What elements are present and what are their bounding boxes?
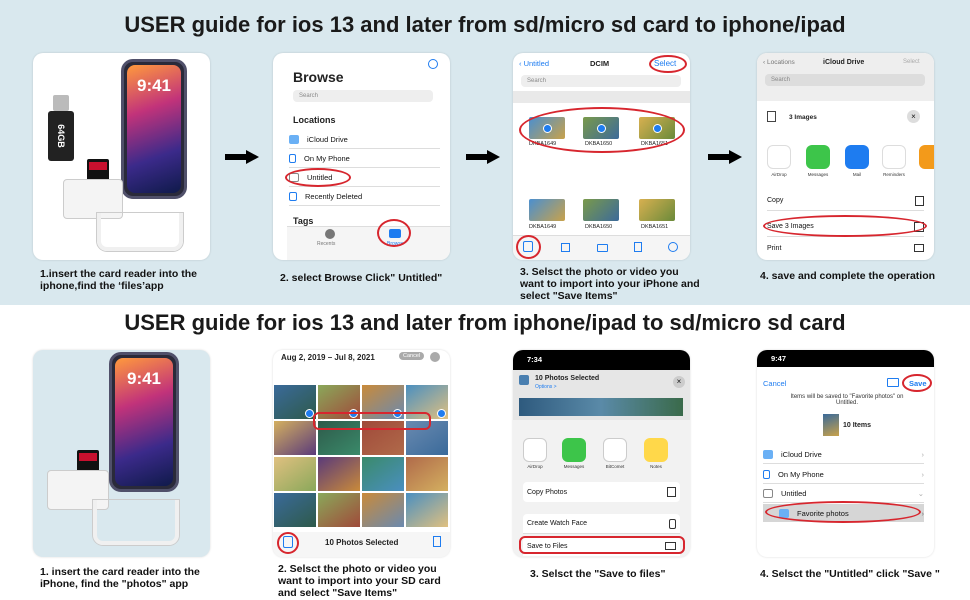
file-name: DKBA1650 [585, 141, 613, 147]
file-name: DKBA1650 [585, 224, 613, 230]
photo-thumbnail[interactable] [406, 457, 448, 491]
location-on-my-phone[interactable]: On My Phone [289, 150, 440, 168]
more-icon[interactable] [430, 352, 440, 362]
bottom-step3-caption: 3. Selsct the "Save to files" [530, 568, 666, 580]
file-name: DKBA1651 [641, 141, 669, 147]
select-button[interactable]: Select [903, 59, 920, 65]
more-icon[interactable] [668, 242, 678, 252]
clock-icon [325, 229, 335, 239]
photo-strip [519, 398, 683, 416]
save-images-action[interactable]: Save 3 Images [767, 217, 924, 237]
browse-screen [273, 53, 450, 260]
bitcomet-icon[interactable] [603, 438, 627, 462]
share-sheet-screen [757, 53, 934, 260]
photo-thumbnail[interactable] [639, 199, 675, 221]
create-watch-face-action[interactable]: Create Watch Face [523, 514, 680, 534]
phone-clock: 9:41 [136, 76, 172, 95]
chevron-right-icon: › [921, 450, 924, 459]
bottom-step4-caption: 4. Selsct the "Untitled" click "Save " [760, 568, 940, 580]
phone-icon [763, 470, 770, 479]
bottom-step1-caption: 1. insert the card reader into the iPhone, find the "photos" app [40, 566, 200, 590]
save-to-files-action[interactable]: Save to Files [523, 536, 680, 556]
photo-thumbnail[interactable] [406, 493, 448, 527]
cable [97, 213, 183, 251]
file-name: DKBA1651 [641, 224, 669, 230]
chevron-right-icon: › [921, 470, 924, 479]
highlight-share [277, 532, 299, 554]
phone-icon [289, 154, 296, 163]
copy-action[interactable]: Copy [767, 191, 924, 211]
close-icon[interactable]: × [907, 110, 920, 123]
photo-thumbnail[interactable] [274, 493, 316, 527]
items-count: 10 Items [843, 422, 872, 429]
app-label: Messages [563, 464, 585, 469]
chevron-down-icon: ⌄ [917, 489, 924, 498]
app-icon[interactable] [919, 145, 934, 169]
reader-photo-panel [33, 53, 210, 260]
iphone [121, 59, 187, 199]
top-step2-caption: 2. select Browse Click" Untitled" [280, 272, 443, 284]
highlight-save [763, 215, 927, 237]
tab-bar [287, 226, 450, 260]
folder-favorite-photos[interactable]: Favorite photos › [763, 504, 924, 522]
copy-photos-action[interactable]: Copy Photos [523, 482, 680, 502]
save-note: Items will be saved to "Favorite photos" on Untitled. [790, 394, 904, 406]
bottom-step2-caption: 2. Selsct the photo or video you want to import into your SD card and select "Save Items" [278, 563, 441, 599]
iphone [109, 352, 179, 492]
highlight-save [902, 374, 932, 392]
location-untitled[interactable]: Untitled [289, 169, 440, 187]
check-icon [437, 409, 446, 418]
usb-drive: 64GB [48, 111, 74, 161]
app-label: BitComet [605, 464, 625, 469]
close-icon[interactable]: × [673, 376, 685, 388]
copy-icon [667, 487, 676, 497]
search-input[interactable]: Search [521, 75, 681, 87]
dcim-screen [513, 53, 690, 260]
highlight-share [516, 235, 541, 259]
bottom-title: USER guide for ios 13 and later from iphone/ipad to sd/micro sd card [124, 310, 846, 335]
top-step3-caption: 3. Selsct the photo or video you want to import into your iPhone and select "Save Items" [520, 266, 700, 302]
location-recently-deleted[interactable]: Recently Deleted [289, 188, 440, 206]
duplicate-icon[interactable] [561, 243, 570, 252]
photo-thumbnail[interactable] [318, 493, 360, 527]
share-sheet-screen [513, 350, 690, 557]
document-icon [767, 111, 776, 122]
reminders-icon[interactable] [882, 145, 906, 169]
copy-icon [915, 196, 924, 206]
back-button[interactable]: ‹ Untitled [519, 59, 550, 68]
photo-grid [273, 384, 450, 534]
trash-icon[interactable] [634, 242, 642, 252]
location-untitled[interactable]: Untitled ⌄ [763, 485, 924, 503]
new-folder-icon[interactable] [887, 378, 899, 387]
print-action[interactable]: Print [767, 238, 924, 258]
trash-icon [289, 192, 297, 201]
search-input[interactable]: Search [765, 74, 925, 86]
app-label: AirDrop [771, 172, 787, 177]
tab-browse[interactable]: Browse [387, 241, 404, 247]
print-icon [914, 244, 924, 252]
location-icloud[interactable]: iCloud Drive › [763, 446, 924, 464]
options-link[interactable]: Options > [535, 384, 557, 390]
save-button[interactable]: Save [909, 379, 927, 388]
dcim-title: DCIM [590, 59, 610, 68]
drive-icon [763, 489, 773, 498]
highlight-photos [519, 107, 685, 153]
cloud-icon [763, 450, 773, 459]
save-files-screen [757, 350, 934, 557]
highlight-save-to-files [519, 536, 685, 554]
app-label: AirDrop [527, 464, 543, 469]
arrow-right-icon [466, 150, 500, 164]
folder-icon[interactable] [597, 244, 608, 252]
phone-clock: 9:41 [126, 369, 162, 388]
photo-thumbnail[interactable] [318, 457, 360, 491]
airdrop-icon[interactable] [523, 438, 547, 462]
highlight-select [649, 55, 687, 73]
arrow-right-icon [225, 150, 259, 164]
photo-thumbnail[interactable] [529, 199, 565, 221]
mail-icon[interactable] [845, 145, 869, 169]
photo-thumbnail[interactable] [274, 421, 316, 455]
trash-icon[interactable] [433, 536, 441, 547]
file-name: DKBA1649 [529, 141, 557, 147]
highlight-browse [377, 219, 411, 247]
select-button[interactable]: Select [654, 59, 677, 68]
sheet-title: 10 Photos Selected [535, 375, 600, 382]
photo-thumbnail[interactable] [362, 493, 404, 527]
location-on-my-phone[interactable]: On My Phone › [763, 466, 924, 484]
tab-recents[interactable]: Recents [317, 241, 336, 247]
top-title: USER guide for ios 13 and later from sd/micro sd card to iphone/ipad [124, 12, 846, 37]
cancel-button[interactable]: Cancel [399, 352, 424, 360]
messages-icon[interactable] [806, 145, 830, 169]
top-step1-caption: 1.insert the card reader into the iphone,find the ‘files’app [40, 268, 197, 292]
highlight-selection [313, 412, 431, 430]
highlight-untitled [285, 168, 351, 187]
photo-thumbnail[interactable] [274, 457, 316, 491]
cancel-button[interactable]: Cancel [763, 379, 787, 388]
status-time: 9:47 [771, 354, 787, 363]
messages-icon[interactable] [562, 438, 586, 462]
app-label: Mail [852, 172, 862, 177]
photo-thumbnail[interactable] [583, 199, 619, 221]
usb-connector [53, 95, 69, 111]
locations-heading: Locations [293, 115, 336, 125]
reader-photo-panel [33, 350, 210, 557]
arrow-right-icon [708, 150, 742, 164]
photos-screen [273, 350, 450, 557]
back-button[interactable]: ‹ Locations [763, 59, 795, 66]
airdrop-icon[interactable] [767, 145, 791, 169]
photo-thumbnail[interactable] [362, 457, 404, 491]
selected-count: 10 Photos Selected [325, 538, 399, 547]
status-time: 7:34 [527, 355, 543, 364]
icloud-title: iCloud Drive [823, 59, 865, 66]
top-step4-caption: 4. save and complete the operation [760, 270, 936, 282]
images-count: 3 Images [789, 114, 817, 121]
watch-icon [669, 519, 676, 529]
cable [93, 500, 179, 545]
photo-thumbnail [823, 414, 839, 436]
app-label: Messages [807, 172, 829, 177]
location-icloud[interactable]: iCloud Drive [289, 131, 440, 149]
file-name: DKBA1649 [529, 224, 557, 230]
app-label: Notes [650, 464, 662, 469]
app-label: Reminders [883, 172, 905, 177]
browse-title: Browse [293, 69, 344, 85]
search-input[interactable]: Search [293, 90, 433, 102]
thumbnail [519, 375, 529, 385]
tags-heading: Tags [293, 216, 314, 226]
date-range: Aug 2, 2019 – Jul 8, 2021 [281, 353, 375, 362]
more-icon[interactable] [428, 59, 438, 69]
highlight-folder [765, 501, 921, 523]
chevron-right-icon: › [921, 508, 924, 518]
cloud-icon [289, 135, 299, 144]
notes-icon[interactable] [644, 438, 668, 462]
